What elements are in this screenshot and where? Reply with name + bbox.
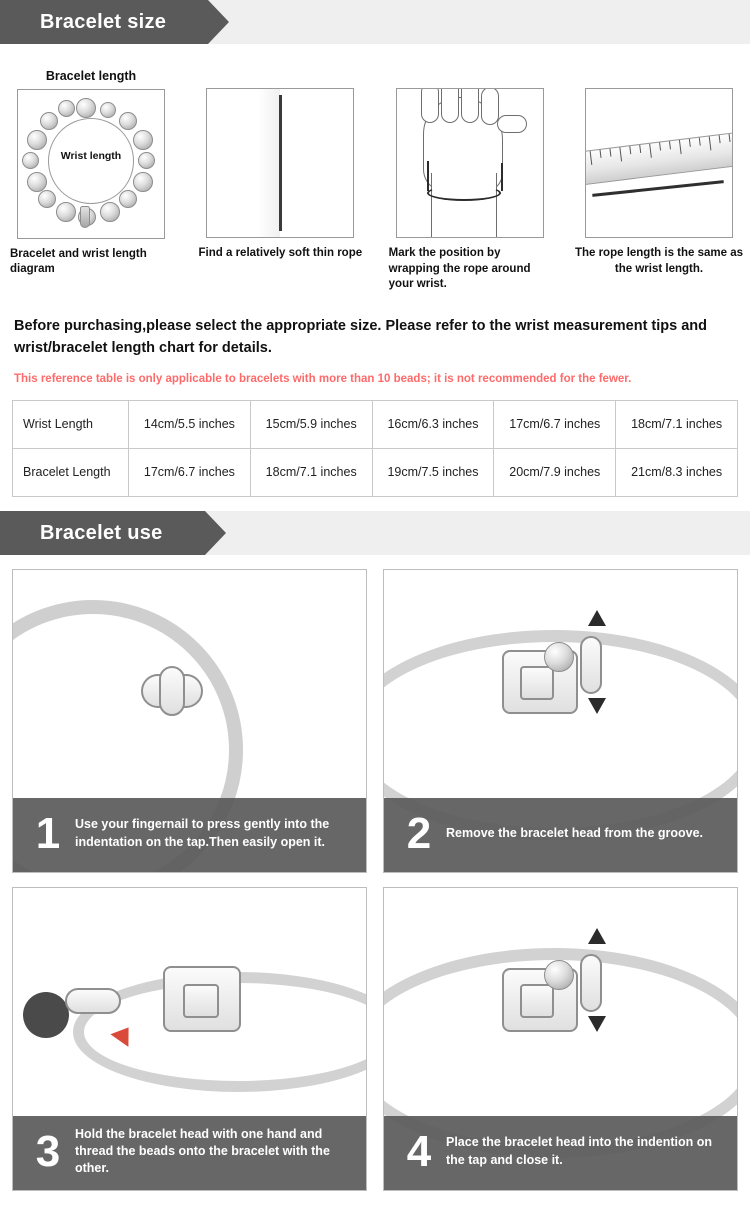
measure-step-1-title: Bracelet length <box>45 69 137 83</box>
measure-step-3-title <box>385 68 555 84</box>
rope-icon <box>206 88 354 238</box>
use-step-2-number: 2 <box>406 808 432 858</box>
table-row <box>13 400 738 448</box>
use-step-1 <box>12 569 367 873</box>
row-header-wrist-length: Wrist Length <box>13 400 129 448</box>
use-step-1-number: 1 <box>35 808 61 858</box>
measure-step-3-caption: Mark the position by wrapping the rope around your wrist. <box>388 247 531 291</box>
use-step-1-caption <box>13 798 366 872</box>
table-row <box>13 448 738 496</box>
wrist-length-cell-1: 14cm/5.5 inches <box>129 400 251 448</box>
size-reference-table <box>12 400 738 497</box>
use-step-3-number: 3 <box>35 1126 61 1176</box>
section-banner-size: Bracelet size <box>0 0 208 44</box>
use-step-2-text: Remove the bracelet head from the groove. <box>446 825 704 840</box>
measure-step-4-caption: The rope length is the same as the wrist length. <box>574 247 744 275</box>
bracelet-length-cell-2: 18cm/7.1 inches <box>250 448 372 496</box>
section-banner-use-wrap <box>0 511 750 555</box>
row-header-bracelet-length: Bracelet Length <box>13 448 129 496</box>
purchase-intro-text: Before purchasing,please select the appropriate size. Please refer to the wrist measurement tips and wrist/bracelet length chart for details. <box>14 317 708 357</box>
use-step-4-number: 4 <box>406 1126 432 1176</box>
use-step-4 <box>383 887 738 1191</box>
bracelet-length-cell-5: 21cm/8.3 inches <box>616 448 738 496</box>
use-steps-grid <box>0 555 750 1211</box>
use-step-4-text: Place the bracelet head into the indention on the tap and close it. <box>446 1135 713 1167</box>
section-banner-use: Bracelet use <box>0 511 205 555</box>
wrist-length-cell-2: 15cm/5.9 inches <box>250 400 372 448</box>
use-step-1-text: Use your fingernail to press gently into the indentation on the tap.Then easily open it. <box>75 817 330 849</box>
bracelet-length-cell-1: 17cm/6.7 inches <box>129 448 251 496</box>
reference-table-note: This reference table is only applicable to bracelets with more than 10 beads; it is not recommended for the fewer. <box>14 373 632 386</box>
measure-step-4 <box>574 68 744 293</box>
wrist-length-label: Wrist length <box>60 149 122 162</box>
bracelet-length-cell-4: 20cm/7.9 inches <box>494 448 616 496</box>
use-step-2-caption <box>384 798 737 872</box>
measure-steps-row <box>0 44 750 293</box>
measure-step-4-title <box>574 68 744 84</box>
use-step-2 <box>383 569 738 873</box>
measure-step-1-caption: Bracelet and wrist length diagram <box>10 247 147 276</box>
measure-step-2-title <box>195 68 365 84</box>
wrist-length-cell-3: 16cm/6.3 inches <box>372 400 494 448</box>
measure-step-3 <box>385 68 555 293</box>
use-step-3 <box>12 887 367 1191</box>
wrist-length-cell-5: 18cm/7.1 inches <box>616 400 738 448</box>
measure-step-2 <box>195 68 365 293</box>
hand-wrist-icon <box>396 88 544 238</box>
section-banner-size-wrap <box>0 0 750 44</box>
measure-step-1 <box>6 68 176 293</box>
wrist-length-cell-4: 17cm/6.7 inches <box>494 400 616 448</box>
bracelet-length-cell-3: 19cm/7.5 inches <box>372 448 494 496</box>
use-step-4-caption <box>384 1116 737 1190</box>
ruler-icon <box>585 88 733 238</box>
bracelet-diagram-icon <box>17 89 165 239</box>
use-step-3-caption <box>13 1116 366 1190</box>
measure-step-2-caption: Find a relatively soft thin rope <box>198 247 363 259</box>
use-step-3-text: Hold the bracelet head with one hand and thread the beads onto the bracelet with the other. <box>75 1126 330 1176</box>
